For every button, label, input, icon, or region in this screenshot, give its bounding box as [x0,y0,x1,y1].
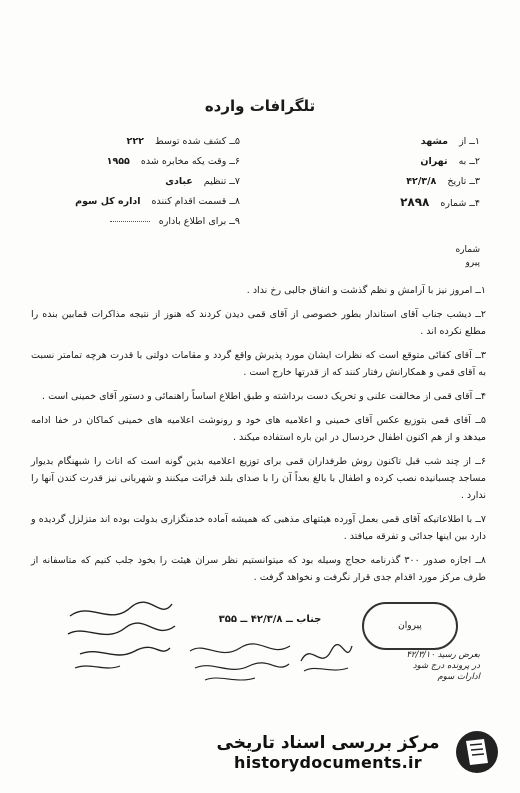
header-prepared-row [30,172,240,192]
handwritten-note-3: ادارات سوم [437,672,480,682]
header-date-row [270,172,480,192]
handwritten-note-1: بعرض رسید ۴۲/۳/۱۰ [406,650,480,660]
paragraph-2: ۲ــ دیشب جناب آقای استاندار بطور خصوصی از آقای قمی دیدن کردند که هنوز از نتیجه مذاکرات قمابین بنده را مطلع نکرده اند . [31,309,486,337]
handwritten-signature-middle [185,636,295,686]
telegram-body [31,282,486,593]
watermark-text [210,733,446,772]
header-from-row [270,132,480,152]
header-to-row [270,152,480,172]
header-date-value: ۴۲/۳/۸ [406,176,437,187]
header-prepared-label: ۷ــ تنظیم [203,176,240,187]
header-number-label: ۴ــ شماره [440,198,480,209]
header-number-row [270,192,480,212]
closing-line: جناب ــ ۴۲/۳/۸ ــ ۳۵۵ [218,614,322,625]
header-decoded-label: ۵ــ کشف شده توسط [154,136,240,147]
header-prepared-value: عبادی [165,176,193,187]
signature-scribble-left [60,596,180,676]
official-stamp [362,602,458,650]
header-date-label: ۳ــ تاریخ [447,176,480,187]
header-action-dept-row [30,192,240,212]
paragraph-1: ۱ــ امروز نیز با آرامش و نظم گذشت و اتفاق جالبی رخ نداد . [246,285,486,296]
signature-scribble-middle [185,636,295,686]
header-right-block [270,132,480,212]
reference-number-label: شماره [455,245,480,255]
header-number-value: ۲۸۹۸ [400,195,430,209]
paragraph-6: ۶ــ از چند شب قبل تاکنون روش طرفداران قمی برای توزیع اعلامیه بدین گونه است که اناث را شبهنگام بدیوار مساجد چسبانیده نصب کرده و اطفال با بالغ بعداً آن را با صدای بلند قرائت میکنند و شهربانی نیز قدرت کندن آنها را ندارد . [31,456,486,501]
header-to-label: ۲ــ به [458,156,480,167]
header-sent-time-row [30,152,240,172]
handwritten-signature-left [60,596,180,676]
paragraph-7: ۷ــ با اطلاعاتیکه آقای قمی بعمل آورده هیئتهای مذهبی که همیشه آماده خدمتگزاری بدولت بوده اند متزلزل گردیده و دارد بین اینها جدائی و تفرقه میافتد . [31,514,486,542]
paragraph-8: ۸ــ اجازه صدور ۳۰۰ گذرنامه حجاج وسیله بود که میتوانستیم نظر سران هیئت را بخود جلب کنیم که متاسفانه از طرف مرکز مورد اقدام جدی قرار نگرفت و نخواهد گرفت . [31,555,486,583]
header-action-dept-label: ۸ــ قسمت اقدام کننده [151,196,240,207]
header-action-dept-value: اداره کل سوم [75,196,141,207]
header-decoded-value: ۲۲۲ [126,136,144,147]
header-from-value: مشهد [420,136,449,147]
header-inform-label: ۹ــ برای اطلاع باداره [158,216,240,227]
paragraph-4: ۴ــ آقای قمی از مخالفت علنی و تحریک دست برداشته و طبق اطلاع اساساً راهنمائی و دستور آقای خمینی است . [42,391,486,402]
archive-watermark [210,721,500,783]
reference-block [455,244,480,270]
watermark-title: مرکز بررسی اسناد تاریخی [216,732,440,753]
paragraph-3: ۳ــ آقای کفائی متوقع است که نظرات ایشان مورد پذیرش واقع گردد و مقامات دولتی با قدرت هرچه تمامتر نسبت به آقای قمی و همکارانش رفتار کنند که از قدرتها خارج است . [31,350,486,378]
header-from-label: ۱ــ از [459,136,480,147]
archive-logo-icon [454,729,500,775]
watermark-url: historydocuments.ir [234,752,422,772]
handwritten-signature-right [296,636,356,676]
header-left-block [30,132,240,232]
header-sent-time-label: ۶ــ وقت یکه مخابره شده [140,156,240,167]
paragraph-5: ۵ــ آقای قمی بتوزیع عکس آقای خمینی و اعلامیه های خود و رونوشت اعلامیه های خمینی کماکان در خفا ادامه میدهد و از هم اکنون اطفال خردسال در این باره استفاده میکند . [31,415,486,443]
header-inform-blank-line [110,221,150,222]
header-to-value: تهران [420,156,448,167]
signature-scribble-right [296,636,356,676]
document-title: تلگرافات وارده [204,97,316,115]
header-decoded-row [30,132,240,152]
reference-followup-label: پیرو [465,258,480,268]
header-inform-row [30,212,240,232]
handwritten-note-2: در پرونده درج شود [412,661,480,671]
handwritten-notes [360,650,480,683]
stamp-text: پیروان [398,621,422,631]
header-sent-time-value: ۱۹۵۵ [106,156,130,167]
